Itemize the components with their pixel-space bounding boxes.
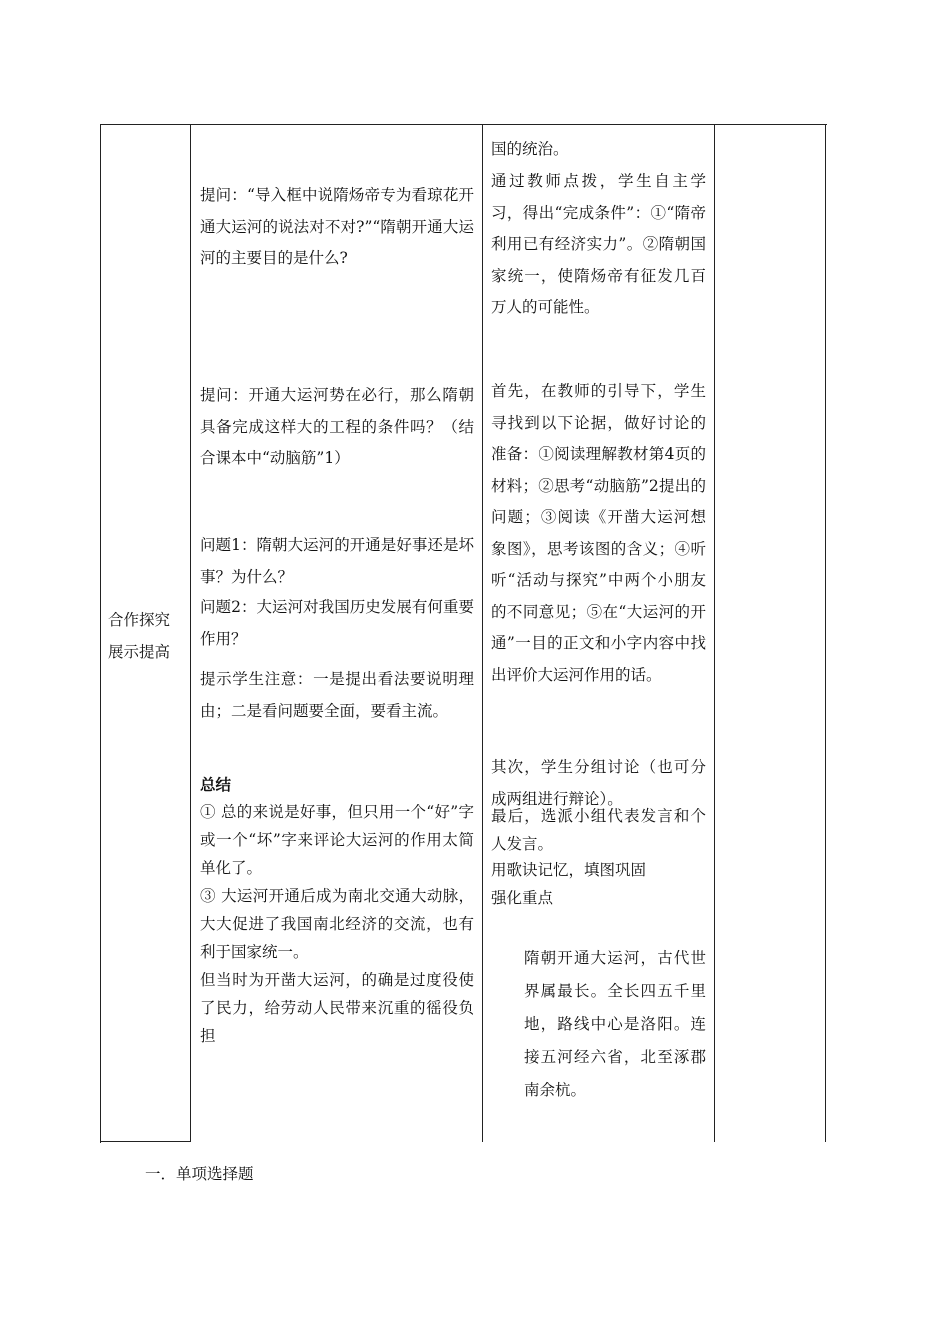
teacher-question-4: 问题2：大运河对我国历史发展有何重要作用？ <box>200 598 474 648</box>
column-divider <box>190 124 191 1142</box>
student-text-2: 通过教师点拨，学生自主学习，得出“完成条件”：①“隋帝利用已有经济实力”。②隋朝国家统一，使隋炀帝有征发几百万人的可能性。 <box>491 172 706 316</box>
summary-point-4: 但当时为开凿大运河，的确是过度役使了民力，给劳动人民带来沉重的徭役负担 <box>200 971 474 1045</box>
mnemonic-poem: 隋朝开通大运河，古代世界属最长。全长四五千里地，路线中心是洛阳。连接五河经六省，北至涿郡南余杭。 <box>524 949 706 1099</box>
summary-point-3: ③ 大运河开通后成为南北交通大动脉，大大促进了我国南北经济的交流，也有利于国家统一。 <box>200 887 474 961</box>
column-divider <box>825 124 826 1142</box>
student-text-1: 国的统治。 <box>491 140 569 158</box>
teacher-question-2: 提问：开通大运河势在必行，那么隋朝具备完成这样大的工程的条件吗？（结合课本中“动脑筋”1） <box>200 386 474 467</box>
column-divider <box>482 124 483 1142</box>
student-text-7: 强化重点 <box>491 889 554 907</box>
row-label <box>108 604 170 668</box>
teacher-question-3: 问题1：隋朝大运河的开通是好事还是坏事？为什么？ <box>200 536 474 586</box>
section-heading: 一．单项选择题 <box>145 1165 254 1183</box>
row-bottom-border <box>100 1141 191 1142</box>
summary-title: 总结 <box>200 776 232 794</box>
student-text-3: 首先，在教师的引导下，学生寻找到以下论据，做好讨论的准备：①阅读理解教材第4页的材料；②思考“动脑筋”2提出的问题；③阅读《开凿大运河想象图》，思考该图的含义；④听听“活动与探究”中两个小朋友的不同意见；⑤在“大运河的开通”一目的正文和小字内容中找出评价大运河作用的话。 <box>491 382 706 684</box>
column-divider <box>714 124 715 1142</box>
student-text-6: 用歌诀记忆，填图巩固 <box>491 861 647 879</box>
teacher-question-1: 提问：“导入框中说隋炀帝专为看琼花开通大运河的说法对不对?”“隋朝开通大运河的主要目的是什么? <box>200 186 474 267</box>
student-text-4: 其次，学生分组讨论（也可分成两组进行辩论）。 <box>491 758 706 808</box>
teacher-hint: 提示学生注意：一是提出看法要说明理由；二是看问题要全面，要看主流。 <box>200 670 474 720</box>
student-text-5: 最后，选派小组代表发言和个人发言。 <box>491 807 706 853</box>
row-label-line-2: 展示提高 <box>108 643 171 661</box>
summary-point-1: ① 总的来说是好事，但只用一个“好”字或一个“坏”字来评论大运河的作用太简单化了。 <box>200 803 474 877</box>
row-label-line-1: 合作探究 <box>108 611 171 629</box>
